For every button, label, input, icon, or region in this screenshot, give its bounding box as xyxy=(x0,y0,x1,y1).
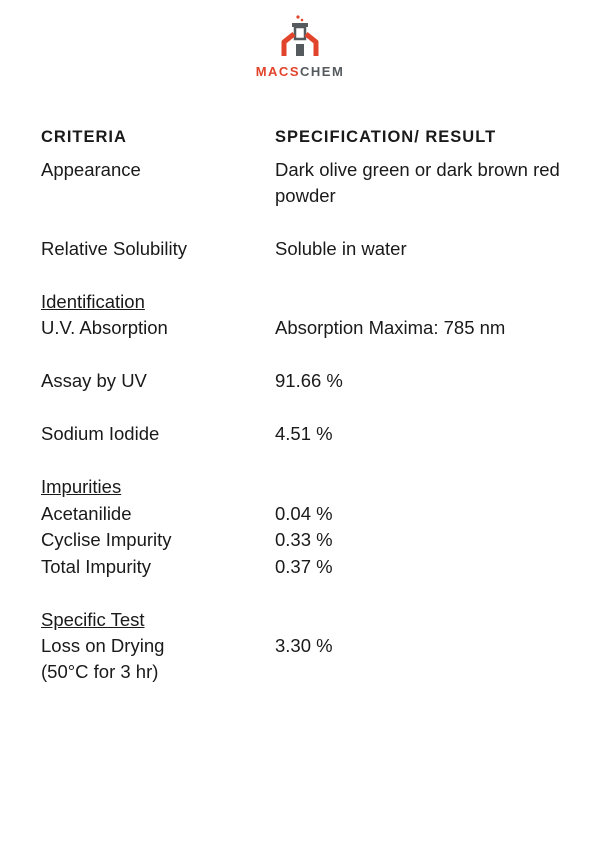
solubility-value: Soluble in water xyxy=(275,238,407,259)
uv-absorption-value: Absorption Maxima: 785 nm xyxy=(275,317,506,338)
criteria-header: CRITERIA xyxy=(41,128,127,146)
loss-on-drying-label: Loss on Drying xyxy=(41,635,165,656)
brand-name-chem: CHEM xyxy=(300,64,345,79)
cyclise-impurity-value: 0.33 % xyxy=(275,529,333,550)
sodium-iodide-label: Sodium Iodide xyxy=(41,423,160,444)
brand-name xyxy=(0,64,600,79)
appearance-label: Appearance xyxy=(41,159,141,180)
total-impurity-label: Total Impurity xyxy=(41,556,152,577)
total-impurity-value: 0.37 % xyxy=(275,556,333,577)
brand-logo xyxy=(0,14,600,79)
assay-value: 91.66 % xyxy=(275,370,343,391)
identification-heading: Identification xyxy=(41,291,145,312)
uv-absorption-label: U.V. Absorption xyxy=(41,317,168,338)
solubility-label: Relative Solubility xyxy=(41,238,188,259)
acetanilide-label: Acetanilide xyxy=(41,503,132,524)
sodium-iodide-value: 4.51 % xyxy=(275,423,333,444)
flask-logo-icon xyxy=(278,14,322,60)
acetanilide-value: 0.04 % xyxy=(275,503,333,524)
assay-label: Assay by UV xyxy=(41,370,147,391)
impurities-heading: Impurities xyxy=(41,476,122,497)
specific-test-heading: Specific Test xyxy=(41,609,145,630)
cyclise-impurity-label: Cyclise Impurity xyxy=(41,529,172,550)
brand-name-macs: MACS xyxy=(255,64,300,79)
loss-on-drying-value: 3.30 % xyxy=(275,635,333,656)
spec-header: SPECIFICATION/ RESULT xyxy=(275,128,497,146)
appearance-value: Dark olive green or dark brown red powder xyxy=(275,159,560,206)
drying-condition-label: (50°C for 3 hr) xyxy=(41,661,159,682)
